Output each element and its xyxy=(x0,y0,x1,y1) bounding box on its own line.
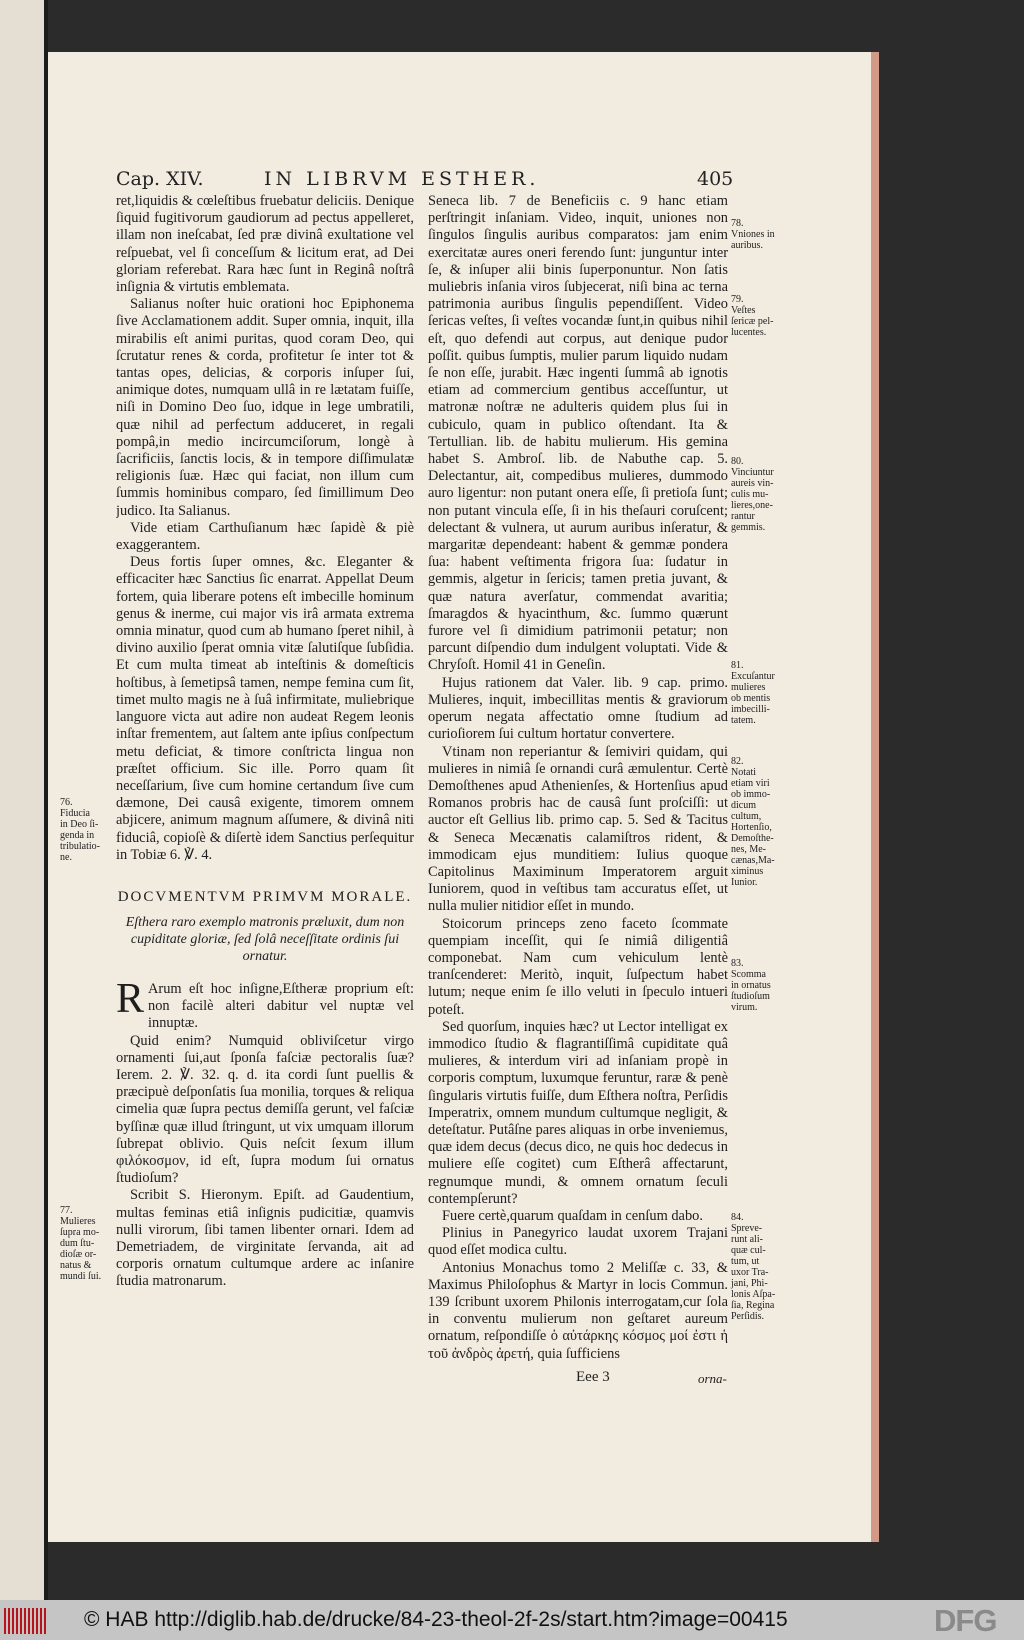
margin-note-83: 83. Scomma in ornatus ſtudioſum virum. xyxy=(731,958,771,1013)
margin-note-84: 84. Spreve- runt ali- quæ cul- tum, ut uxor Tra- jani, Phi- lonis Aſpa- ſia, Regina Perſidis. xyxy=(731,1212,776,1322)
paragraph: Plinius in Panegyrico laudat uxorem Trajani quod eſſet modica cultu. xyxy=(428,1225,728,1259)
paragraph: Vtinam non reperiantur & ſemiviri quidam, qui mulieres in nimiâ ſe ornandi curâ æmulentur. Certè Demoſthenes apud Athenienſes, & Hortenſius apud Romanos probris hac de causâ ſunt proſciſſi: ut auctor eſt Gellius lib. primo cap. 5. Sed & Tacitus & Seneca Mecænatis calamiſtros rident, & immodicam ejus munditiem: Iulius quoque Capitolinus Maximinum Imperatorem arguit Iuniorem, quod in veſtibus tam accuratus eſſet, ut nulla mulier nitidior eſſet in mundo. xyxy=(428,743,728,915)
margin-note-77: 77. Mulieres ſupra mo- dum ſtu- dioſæ or- natus & mundi ſui. xyxy=(60,1205,102,1282)
right-column xyxy=(428,193,728,1383)
margin-note-76: 76. Fiducia in Deo ſi- genda in tribulatio- ne. xyxy=(60,797,100,863)
signature-mark: Eee 3 xyxy=(576,1369,610,1385)
margin-note-80: 80. Vinciuntur aureis vin- culis mu- lieres,one- rantur gemmis. xyxy=(731,456,774,533)
facing-page-strip xyxy=(0,0,48,1600)
paragraph: Salianus noſter huic orationi hoc Epiphonema ſive Acclamationem addit. Super omnia, inquit, illa mirabilis eſt animi puritas, quod coram Deo, qui ſcrutatur renes & corda, profitetur ſe inter tot & tantas opes, delicias, & corporis inſuper ſui, animique dotes, numquam ullâ in re lætatam fuiſſe, niſi in Domino Deo ſuo, idque in lege umbratili, quæ nihil ad perfectum adduceret, in regali pompâ,in medio incircumciſorum, longè à ſacrificiis, ſanctis locis, & in tempore diſſimulatæ religionis ſuæ. Hæc qui faciat, non illum cum ſummis hominibus comparo, ſed ſimillimum Deo judico. Ita Salianus. xyxy=(116,296,414,519)
section-summary: Eſthera raro exemplo matronis præluxit, dum non cupiditate gloriæ, ſed ſolâ neceſſitate ordinis ſui ornatur. xyxy=(125,914,405,964)
section-block xyxy=(116,886,414,965)
paragraph: Hujus rationem dat Valer. lib. 9 cap. primo. Mulieres, inquit, imbecillitas mentis & graviorum operum negata affectatio omne ſtudium ad curioſiorem ſui cultum hortatur convertere. xyxy=(428,674,728,743)
left-column xyxy=(116,193,414,1367)
section-heading: DOCVMENTVM PRIMVM MORALE. xyxy=(117,888,413,905)
paragraph: Antonius Monachus tomo 2 Meliſſæ c. 33, & Maximus Philoſophus & Martyr in locis Commun. 139 ſcribunt uxorem Philonis interrogatam,cur ſola in conventu mulierum non geſtaret aureum ornatum, reſpondiſſe ὁ αὐτάρκης κόσμος μοί ἐστι ἡ τοῦ ἀνδρὸς ἀρετή, quia ſufficiens xyxy=(428,1259,728,1362)
catchword: orna- xyxy=(698,1371,727,1386)
drop-capital: R xyxy=(116,975,145,1022)
page-number: 405 xyxy=(697,168,734,190)
footer-link[interactable]: © HAB http://diglib.hab.de/drucke/84-23-theol-2f-2s/start.htm?image=00415 xyxy=(84,1608,788,1631)
footer-bar xyxy=(0,1600,1024,1640)
paragraph: ret,liquidis & cœleſtibus fruebatur deliciis. Denique ſiquid fugitivorum gaudiorum ad pectus appelleret, illam non ineſcabat, ſed præ divinâ exultatione vel reſpuebat, vel ſi conceſſum & licitum erat, ad Dei gloriam referebat. Rara hæc ſunt in Reginâ noſtrâ inſignia & virtutis emblemata. xyxy=(116,193,414,296)
paragraph: Quid enim? Numquid obliviſcetur virgo ornamenti ſui,aut ſponſa faſciæ pectoralis ſuæ? Ierem. 2. ℣. 32. q. d. ita cordi ſunt puellis & præcipuè deſponſatis ſua monilia, torques & reliqua cimelia quæ ſupra pectus demiſſa gerunt, vel faſciæ byſſinæ quæ illud ſtringunt, ut vix umquam illorum ſubrepat oblivio. Quis neſcit ſexum illum φιλόκοσμον, id eſt, ſupra modum ſui ornatus ſtudioſum? xyxy=(116,1032,414,1187)
paragraph: Scribit S. Hieronym. Epiſt. ad Gaudentium, multas feminas etiâ inſignis pudicitiæ, quamvis nulli virorum, ſibi tamen libenter ornari. Idem ad Demetriadem, de virginitate ſervanda, ait ad corporis ornatum cultumque ardere ac inſanire ſtudia matronarum. xyxy=(116,1187,414,1290)
running-header xyxy=(116,168,734,192)
margin-note-81: 81. Excuſantur mulieres ob mentis imbecilli- tatem. xyxy=(731,660,775,726)
chapter-label: Cap. XIV. xyxy=(116,168,204,190)
barcode-icon xyxy=(4,1608,48,1634)
paragraph: Vide etiam Carthuſianum hæc ſapidè & piè exaggerantem. xyxy=(116,519,414,554)
page-edge xyxy=(871,52,879,1542)
paragraph: Fuere certè,quarum quaſdam in cenſum dabo. xyxy=(442,1207,703,1224)
dropcap-text: Arum eſt hoc inſigne,Eſtheræ proprium eſt: non facilè alteri dabitur vel nuptæ vel innuptæ. xyxy=(148,980,414,1032)
paragraph: Stoicorum princeps zeno faceto ſcommate quempiam inceſſit, qui ſe nimiâ diligentiâ componebat. Nam cum vehiculum lentè tranſcenderet: Meritò, inquit, ſuſpectum habet lutum; neque enim ſe illo veluti in ſpeculo intueri poteſt. xyxy=(428,915,728,1018)
dropcap-paragraph xyxy=(116,975,414,1033)
margin-note-79: 79. Veſtes ſericæ pel- lucentes. xyxy=(731,294,774,338)
paragraph: Deus fortis ſuper omnes, &c. Eleganter & efficaciter hæc Sanctius ſic enarrat. Appellat Deum fortem, quia liberare potens eſt imbecille hominum genus & inerme, cui major vis irâ armata extrema omnia minatur, quod cum ab humano ſperet nihil, à divino auxilio ſperat omnia vitæ ſalutiſque ſubſidia. Et cum multa timeat ab inteſtinis & domeſticis hoſtibus, à ſemetipsâ tamen, nempe femina cum ſit, timet multo magis ne à ſuâ infirmitate, muliebrique languore victa aut adire non audeat Regem leonis inſtar frementem, aut ſaltem ante ipſius conſpectum metu deficiat, & timore conſtricta lingua non præſtet officium. Sic ille. Porro quam ſit neceſſarium, ſive cum homine certandum ſive cum dæmone, Dei causâ exigente, timorem omnem abjicere, animum magnum aſſumere, & divinâ niti fiduciâ, copioſè & diſertè idem Sanctius perſequitur in Tobiæ 6. ℣. 4. xyxy=(116,554,414,863)
margin-note-78: 78. Vniones in auribus. xyxy=(731,218,775,251)
paragraph: Seneca lib. 7 de Beneficiis c. 9 hanc etiam perſtringit inſaniam. Video, inquit, uniones non ſingulos ſingulis auribus comparatos: jam enim exercitatæ aures oneri ferendo ſunt: junguntur inter ſe, & inſuper alii binis ſuperponuntur. Non ſatis muliebris inſania viros ſubjecerat, niſi bina ac terna patrimonia auribus ſingulis pependiſſent. Video ſericas veſtes, ſi veſtes vocandæ ſunt,in quibus nihil eſt, quo defendi aut corpus, aut denique pudor poſſit. quibus ſumptis, mulier parum liquido nudam ſe non eſſe, jurabit. Hæc ingenti ſummâ ab ignotis etiam ad commercium gentibus acceſſuntur, ut matronæ noſtræ ne adulteris quidem plus ſui in cubiculo, quam in publico oſtendant. Ita & Tertullian. lib. de habitu mulierum. His gemina habet S. Ambroſ. lib. de Nabuthe cap. 5. Delectantur, ait, compedibus mulieres, dummodo auro ligentur: non putant onera eſſe, ſi pretioſa ſunt; non putant vincula eſſe, ſi in his theſauri coruſcent; delectant & vulnera, ut aurum auribus inſeratur, & margaritæ dependeant: habent & gemmæ pondera ſua: habent veſtimenta frigora ſua: ſudatur in gemmis, algetur in ſericis; tamen pretia juvant, & quæ natura averſatur, commendat avaritia; ſmaragdos & hyacinthum, &c. ſummo quærunt furore vel ſi dimidium patrimonii petatur; non parcunt diſpendio dum indulgent voluptati. Vide & Chryſoſt. Homil 41 in Geneſin. xyxy=(428,193,728,674)
paragraph: Sed quorſum, inquies hæc? ut Lector intelligat ex immodico ſtudio & flagrantiſſimâ cupiditate quâ mulieres, & interdum viri ad inſaniam propè in corporis comptum, luxumque feruntur, raræ & penè ſingularis virtutis fuiſſe, dum Eſthera noſtra, Perſidis Imperatrix, omnem mundum cultumque negligit, & deteſtatur. Putâſne pares aliquas in orbe inveniemus, quæ idem decus (decus dico, ne quis hoc dedecus in muliere eſſe cogitet) cum Eſtherâ affectarunt, regnumque mundi, & omnem ornatum ſeculi contempſerunt? xyxy=(428,1018,728,1207)
dfg-logo: DFG xyxy=(934,1603,997,1638)
running-title: IN LIBRVM ESTHER. xyxy=(264,168,540,190)
margin-note-82: 82. Notati etiam viri ob immo- dicum cultum, Hortenſio, Demoſthe- nes, Me- cænas,Ma- ximinus Iunior. xyxy=(731,756,775,888)
